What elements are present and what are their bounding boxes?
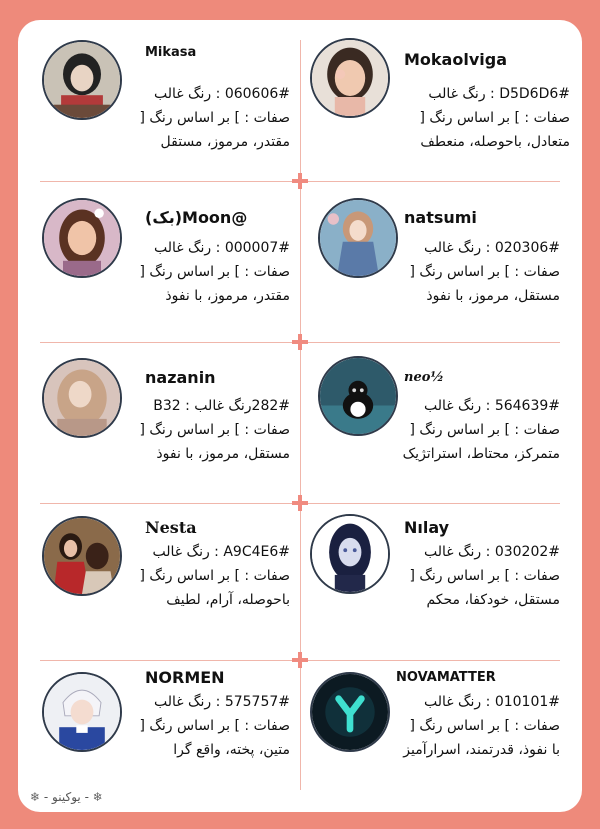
traits-label-nazanin: صفات : ] بر اساس رنگ [ <box>139 422 290 438</box>
traits-label-novamatter: صفات : ] بر اساس رنگ [ <box>409 718 560 734</box>
traits-neo: متمرکز، محتاط، استراتژیک <box>402 446 560 462</box>
traits-label-neo: صفات : ] بر اساس رنگ [ <box>409 422 560 438</box>
traits-moon: مقتدر، مرموز، با نفوذ <box>165 288 290 304</box>
avatar-nilay[interactable] <box>310 514 390 594</box>
snowflake-icon: ❄ <box>92 790 103 804</box>
dominant-color-neo: 564639# : رنگ غالب <box>423 398 560 414</box>
plus-icon <box>292 334 308 350</box>
dominant-color-natsumi: 020306# : رنگ غالب <box>423 240 560 256</box>
dominant-color-mikasa: 060606# : رنگ غالب <box>153 86 290 102</box>
traits-label-natsumi: صفات : ] بر اساس رنگ [ <box>409 264 560 280</box>
traits-nesta: باحوصله، آرام، لطیف <box>166 592 290 608</box>
dominant-color-nesta: A9C4E6# : رنگ غالب <box>152 544 290 560</box>
traits-nilay: مستقل، خودکفا، محکم <box>426 592 560 608</box>
traits-natsumi: مستقل، مرموز، با نفوذ <box>426 288 560 304</box>
dominant-color-mokaolviga: D5D6D6# : رنگ غالب <box>428 86 570 102</box>
traits-label-mikasa: صفات : ] بر اساس رنگ [ <box>139 110 290 126</box>
username-normen: NORMEN <box>145 668 225 687</box>
username-nilay: Nılay <box>404 518 450 537</box>
column-divider <box>300 40 301 790</box>
traits-label-nilay: صفات : ] بر اساس رنگ [ <box>409 568 560 584</box>
dominant-color-moon: 000007# : رنگ غالب <box>153 240 290 256</box>
username-mikasa: Mikasa <box>145 45 197 60</box>
username-nesta: Nesta <box>145 518 197 537</box>
traits-mikasa: مقتدر، مرموز، مستقل <box>160 134 290 150</box>
plus-icon <box>292 495 308 511</box>
dominant-color-normen: 575757# : رنگ غالب <box>153 694 290 710</box>
snowflake-icon: ❄ <box>30 790 41 804</box>
avatar-novamatter[interactable] <box>310 672 390 752</box>
traits-normen: متین، پخته، واقع گرا <box>173 742 290 758</box>
traits-nazanin: مستقل، مرموز، با نفوذ <box>156 446 290 462</box>
plus-icon <box>292 652 308 668</box>
footer-signature <box>30 790 103 804</box>
username-neo: neo½ <box>404 370 444 385</box>
username-moon: (بک)Moon@ <box>145 208 248 227</box>
plus-icon <box>292 173 308 189</box>
traits-novamatter: با نفوذ، قدرتمند، اسرارآمیز <box>403 742 560 758</box>
username-natsumi: natsumi <box>404 208 477 227</box>
dominant-color-nilay: 030202# : رنگ غالب <box>423 544 560 560</box>
username-mokaolviga: Mokaolviga <box>404 50 507 69</box>
dominant-color-nazanin: 282#رنگ غالب : B32 <box>153 398 290 414</box>
traits-mokaolviga: متعادل، باحوصله، منعطف <box>420 134 570 150</box>
traits-label-nesta: صفات : ] بر اساس رنگ [ <box>139 568 290 584</box>
traits-label-normen: صفات : ] بر اساس رنگ [ <box>139 718 290 734</box>
dominant-color-novamatter: 010101# : رنگ غالب <box>423 694 560 710</box>
username-novamatter: NOVAMATTER <box>396 670 496 685</box>
username-nazanin: nazanin <box>145 368 216 387</box>
avatar-mokaolviga[interactable] <box>310 38 390 118</box>
traits-label-mokaolviga: صفات : ] بر اساس رنگ [ <box>419 110 570 126</box>
footer-label: - یوکینو - <box>43 790 89 804</box>
traits-label-moon: صفات : ] بر اساس رنگ [ <box>139 264 290 280</box>
